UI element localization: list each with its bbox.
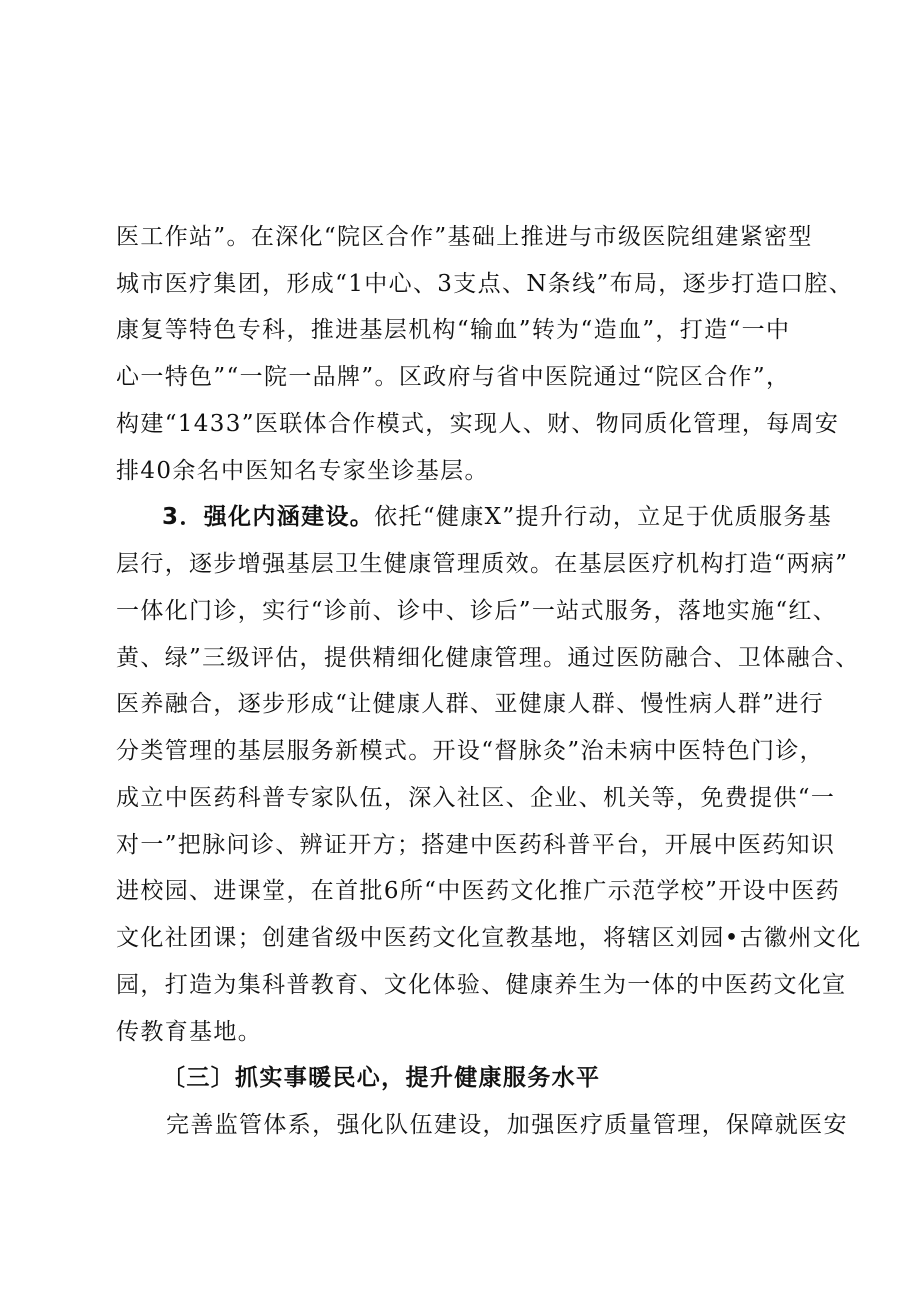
paragraph-line: 层行，逐步增强基层卫生健康管理质效。在基层医疗机构打造“两病” [116,551,849,577]
paragraph-line: 对一”把脉问诊、辨证开方；搭建中医药科普平台，开展中医药知识 [116,832,836,858]
paragraph-line: 黄、绿”三级评估，提供精细化健康管理。通过医防融合、卫体融合、 [116,645,860,671]
paragraph-line: 完善监管体系，强化队伍建设，加强医疗质量管理，保障就医安 [166,1112,848,1138]
paragraph-line: 排40余名中医知名专家坐诊基层。 [116,458,489,484]
paragraph-line: 进校园、进课堂，在首批6所“中医药文化推广示范学校”开设中医药 [116,878,840,904]
paragraph-line: 文化社团课；创建省级中医药文化宣教基地，将辖区刘园•古徽州文化 [116,925,862,951]
section-3-first-line [162,502,832,532]
paragraph-line: 构建“1433”医联体合作模式，实现人、财、物同质化管理，每周安 [116,411,840,437]
paragraph-line: 传教育基地。 [116,1019,263,1045]
paragraph-line: 成立中医药科普专家队伍，深入社区、企业、机关等，免费提供“一 [116,785,836,811]
paragraph-line: 一体化门诊，实行“诊前、诊中、诊后”一站式服务，落地实施“红、 [116,598,838,624]
paragraph-line: 康复等特色专科，推进基层机构“输血”转为“造血”，打造“一中 [116,317,791,343]
paragraph-line: 园，打造为集科普教育、文化体验、健康养生为一体的中医药文化宣 [116,972,847,998]
paragraph-line: 城市医疗集团，形成“1中心、3支点、N条线”布局，逐步打造口腔、 [116,271,854,297]
paragraph-line: 医养融合，逐步形成“让健康人群、亚健康人群、慢性病人群”进行 [116,691,825,717]
section-3-heading: 3．强化内涵建设。 [162,504,375,530]
section-heading: 〔三〕抓实事暖民心，提升健康服务水平 [162,1065,601,1091]
section-3-first-line-text: 依托“健康X”提升行动，立足于优质服务基 [374,504,833,530]
paragraph-line: 分类管理的基层服务新模式。开设“督脉灸”治未病中医特色门诊， [116,738,825,764]
paragraph-line: 医工作站”。在深化“院区合作”基础上推进与市级医院组建紧密型 [116,224,813,250]
paragraph-line: 心一特色”“一院一品牌”。区政府与省中医院通过“院区合作”， [116,364,791,390]
